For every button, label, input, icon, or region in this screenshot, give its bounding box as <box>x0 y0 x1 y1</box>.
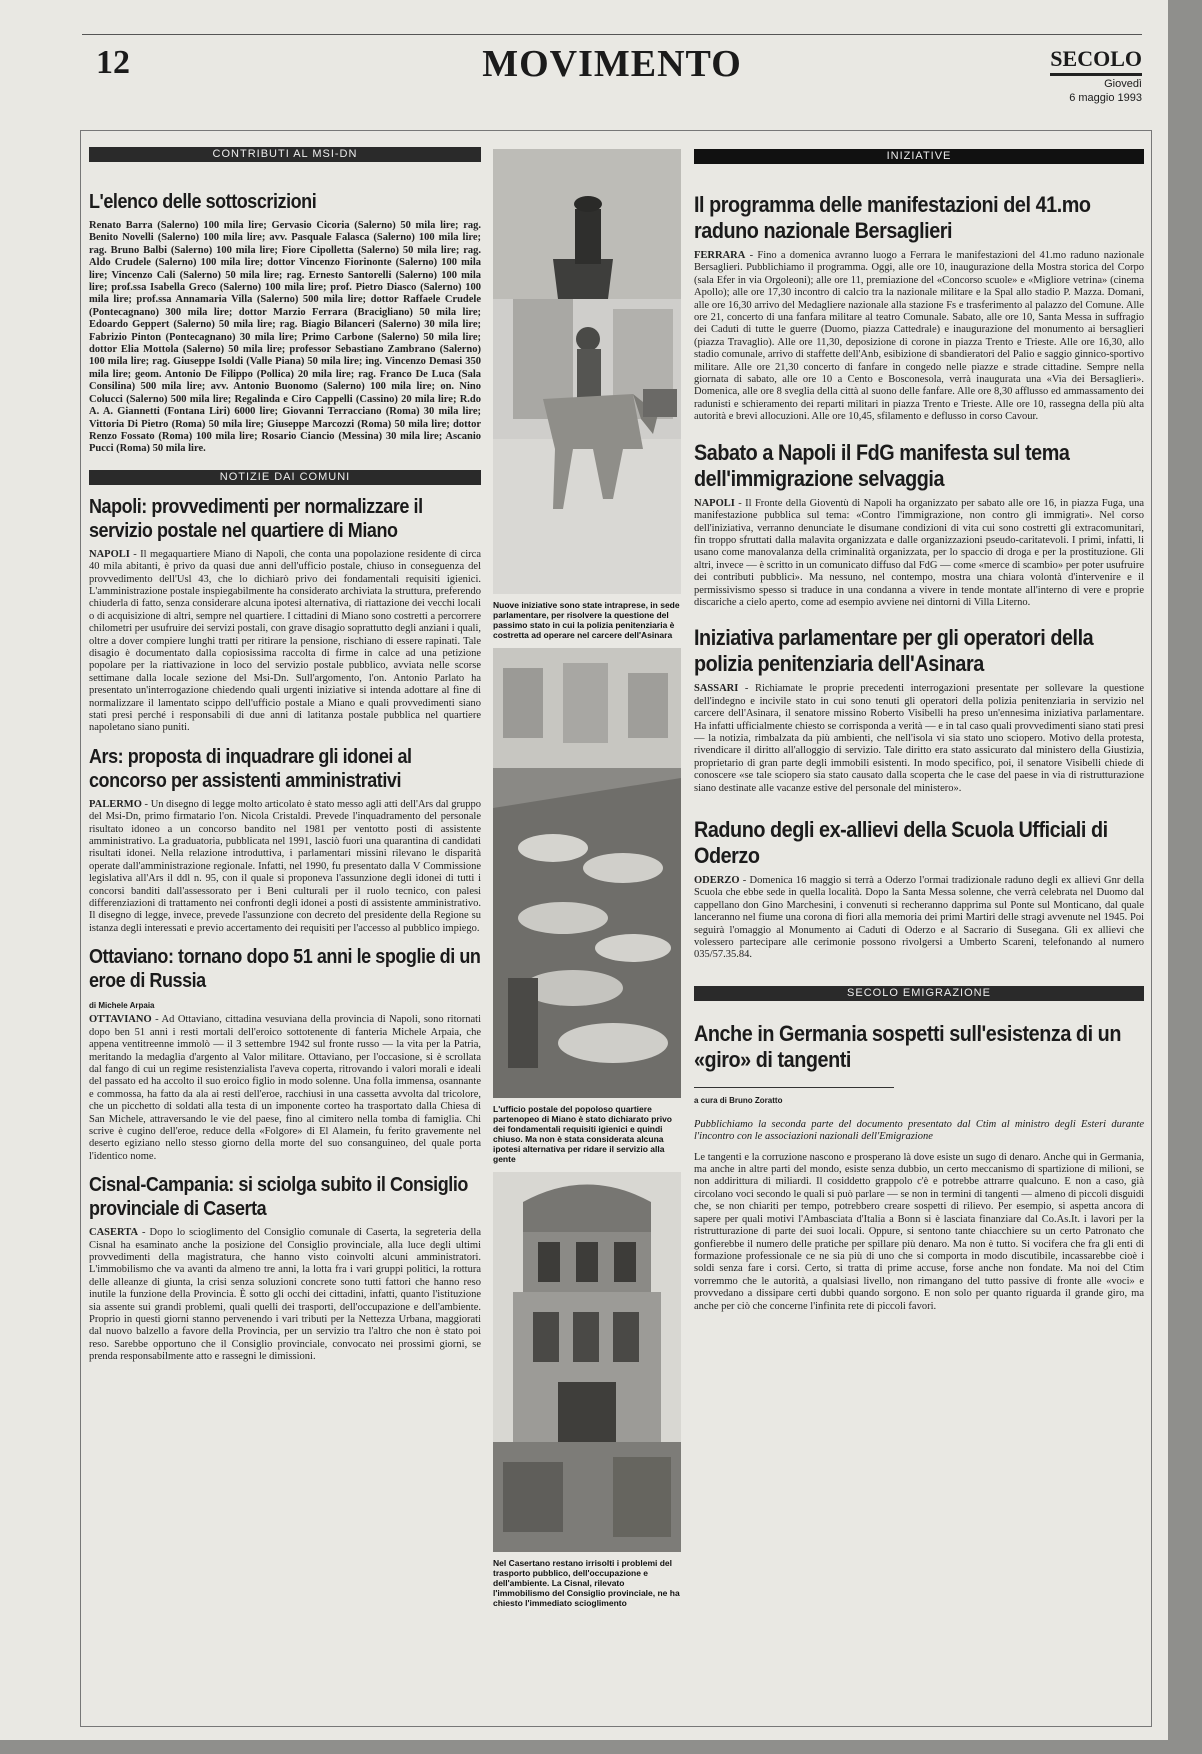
headline-oderzo: Raduno degli ex-allievi della Scuola Ufficiali di Oderzo <box>694 817 1108 868</box>
caption-miano: L'ufficio postale del popoloso quartiere partenopeo di Miano è stato dichiarato privo dei fondamentali requisiti igienici e quindi chiuso. Ma non è stata considerata alcuna ipotesi alternativa per ridare il servizio alla gente <box>493 1104 672 1164</box>
dateline-oderzo: ODERZO <box>694 875 740 886</box>
byline-ottaviano: di Michele Arpaia <box>89 1001 155 1011</box>
headline-germania: Anche in Germania sospetti sull'esistenza di un «giro» di tangenti <box>694 1020 1121 1072</box>
caption-asinara: Nuove iniziative sono state intraprese, in sede parlamentare, per risolvere la questione del passimo stato in cui la polizia penitenziaria è costretta ad operare nel carcere dell'Asinara <box>493 600 680 640</box>
caption-caserta: Nel Casertano restano irrisolti i problemi del trasporto pubblico, dell'occupazione e dell'ambiente. La Cisnal, rilevato l'immobilismo del Consiglio provinciale, ne ha chiesto l'immediato scioglimento <box>493 1558 680 1608</box>
header-rule <box>82 34 1142 35</box>
horseman-photo <box>493 149 681 594</box>
kicker-emigrazione: SECOLO EMIGRAZIONE <box>694 986 1144 1001</box>
text-fdg: - Il Fronte della Gioventù di Napoli ha organizzato per sabato alle ore 16, in piazza Fuga, una manifestazione pubblica sul tema: «Contro l'immigrazione, non contro gli immigrati». Nel corso dell'iniziativa, verranno denunciate le disumane condizioni di vita cui sono costretti gli extracomunitari, fin troppo sfruttati dalla malavita organizzata e dalle organizzazioni pseudo-caritatevoli. I primi, infatti, li usano come manovalanza della criminalità organizzata, per lo spaccio di droga e per la prostituzione. Gli altri, invece — è scritto in un comunicato diffuso dal FdG — come «merce di scambio» per poter usufruire dei contributi pubblici». Ma nessuno, nel contempo, mostra una chiara volontà d'intervenire e il permissivismo spesso si traduce in una condanna a vivere in tende montate all'interno di vere e proprie discariche a cielo aperto, come ad esempio avviene nei dintorni di Villa Literno. <box>694 497 1144 608</box>
content-frame <box>80 130 1152 1727</box>
date-full: 6 maggio 1993 <box>1069 92 1142 104</box>
masthead-title: SECOLO <box>1050 46 1142 71</box>
kicker-contributi: CONTRIBUTI AL MSI-DN <box>89 147 481 162</box>
kicker-comuni: NOTIZIE DAI COMUNI <box>89 470 481 485</box>
column-right <box>694 131 1144 1726</box>
dateline-caserta: CASERTA <box>89 1227 139 1239</box>
dateline-ottaviano: OTTAVIANO <box>89 1014 152 1026</box>
headline-asinara: Iniziativa parlamentare per gli operatori della polizia penitenziaria dell'Asinara <box>694 625 1094 677</box>
masthead <box>1050 46 1142 104</box>
page-number: 12 <box>96 44 130 81</box>
article-fdg <box>694 498 1144 610</box>
column-photos <box>493 131 681 1726</box>
text-cisnal: - Dopo lo scioglimento del Consiglio comunale di Caserta, la segreteria della Cisnal ha esaminato anche la posizione del Consiglio provinciale, alla luce degli ultimi provvedimenti della magistratura, che hanno visto coinvolti alcuni amministratori. L'immobilismo che va avanti da almeno tre anni, la lotta fra i vari gruppi politici, la rottura delle alleanze di giunta, la crisi senza soluzioni concrete sono tutti fattori che hanno reso inutile la funzione della Provincia. È sotto gli occhi dei cittadini, infatti, quanto l'istituzione sia assente sui grandi problemi, quali quelli dei trasporti, dell'occupazione e dell'ambiente. Proprio in questi giorni stanno pervenendo i vari tributi per la Nettezza Urbana, maggiorati dal nuovo balzello a favore della Provincia, per un servizio tra l'altro che non è stato poi reso. Sarebbe opportuno che il Consiglio provinciale, convocato nei prossimi giorni, se prenda responsabilmente atto e rassegni le dimissioni. <box>89 1227 481 1363</box>
post-office-photo <box>493 648 681 1098</box>
headline-ottaviano: Ottaviano: tornano dopo 51 anni le spoglie di un eroe di Russia <box>89 946 481 993</box>
dateline-sassari: SASSARI <box>694 683 739 695</box>
intro-germania: Pubblichiamo la seconda parte del documento presentato dal Ctim al ministro degli Esteri durante l'incontro con le associazioni nazionali dell'Emigrazione <box>694 1118 1144 1143</box>
headline-ars: Ars: proposta di inquadrare gli idonei al concorso per assistenti amministrativi <box>89 745 412 792</box>
post-office-illustration <box>493 648 681 1098</box>
text-ars: - Un disegno di legge molto articolato è stato messo agli atti dell'Ars dal gruppo del Msi-Dn, primo firmatario l'on. Nicola Cristaldi. Prevede l'inquadramento del personale risultato idoneo a un concorso bandito nel 1981 per ventotto posti di assistente amministrativo. La graduatoria, pubblicata nel 1991, lasciò fuori una quarantina di candidati risultati idonei. Nella relazione introduttiva, i parlamentari missini rilevano le disparità operate dall'amministrazione regionale. Infatti, nel 1990, fu presentato dalla V Commissione legislativa all'Ars il ddl n. 95, con il quale si proponeva l'assunzione degli idonei di tutti i concorsi banditi dall'assessorato per i Beni culturali per il ruolo tecnico, con palesi differenziazioni di trattamento nei confronti degli idonei a posti di assistente amministrativo. Il disegno di legge, invece, prevede l'assunzione con decreto del presidente della Regione su istanza degli interessati e previo accertamento dei requisiti per l'accesso al pubblico impiego. <box>89 798 481 934</box>
dateline-palermo: PALERMO <box>89 798 142 810</box>
article-asinara <box>694 683 1144 795</box>
section-title: MOVIMENTO <box>482 43 742 85</box>
masthead-bar <box>1050 73 1142 76</box>
article-cisnal <box>89 1227 481 1363</box>
article-germania: Le tangenti e la corruzione nascono e prosperano là dove esiste un sugo di denaro. Anche qui in Germania, ma anche in altre parti del mondo, esiste senza dubbio, un certo meccanismo di spartizione di milioni, se non addirittura di miliardi. Il cosiddetto grappolo c'è e potrebbe attrarre qualcuno. E non a caso, già circolano voci secondo le quali si può parlare — se non in termini di tangenti — almeno di piccoli disguidi che, se non chiariti per tempo, potrebbero creare sospetti di rilievo. Per esempio, si aspetta ancora di sapere per quali motivi l'Ambasciata d'Italia a Bonn si è lasciata finanziare dal Co.As.It. i lavori per la ristrutturazione di parte dei suoi locali. Oppure, si sentono tante chiacchiere su un certo Patronato che gonfierebbe il numero delle pratiche per spillare più denaro. Ma non è tutto. Si vocifera che fra gli enti di formazione professionale ce ne sia più di uno che si comporta in modo discutibile, incassarebbe cioè i soldi senza fare i corsi. Certo, si tratta di prime accuse, forse anche non fondate. Ma noi del Ctim vorremmo che le autorità, a qualsiasi livello, non rimangano del tutto passive di fronte alle «voci» e provvedano a dissipare certi dubbi quando sorgono. E non solo per quanto riguarda il grande giro, ma anche per ciò che concerne l'infinita rete di piccoli favori. <box>694 1151 1144 1312</box>
article-bersaglieri <box>694 250 1144 424</box>
text-bersaglieri: - Fino a domenica avranno luogo a Ferrara le manifestazioni del 41.mo raduno nazionale Bersaglieri. Pubblichiamo il programma. Oggi, alle ore 10, inaugurazione della Mostra storica del Corpo (sala Efer in via Orgoleoni); alle ore 11, premiazione del «Concorso scuole» e «Migliore vetrina» (cinema Apollo); alle ore 17,30 incontro di calcio tra la nazionale militare e la Spal allo stadio P. Mazza. Domani, alle ore 16,30 arrivo del Medagliere nazionale alla stazione Fs e trasferimento al palazzo del Comune. Alle ore 21, concerto di una fanfara militare al teatro Comunale. Sabato, alle ore 10, Santa Messa in suffragio dei Caduti di tutte le guerre (Duomo, piazza Cattedrale) e inaugurazione del monumento ai bersaglieri (piazza Travaglio). Alle ore 11,30, deposizione di corone in piazza Trento e Trieste. Alle ore 16,30, allo stadio comunale, arrivo di staffette dell'Anb, esibizione di sbandieratori del Palio e saggio ginnico-sportivo militare. Alle ore 21,30 concerto di fanfare in congedo nelle piazze e strade cittadine. Sempre nella giornata di sabato, alle ore 10 a Cento e Bosconesola, verrà inaugurata una «Via dei Bersaglieri». Domenica, alle ore 8 sveglia della città al suono delle fanfare. Alle ore 8,30 afflusso ed ammassamento dei radunisti e schieramento dei reparti militari in piazza Trento e Trieste. Alle ore 10, rassegna della più alta autorità e brevi allocuzioni. Alle ore 10,45, sfilamento e deflusso in corso Cavour. <box>694 250 1144 423</box>
kicker-iniziative: INIZIATIVE <box>694 149 1144 164</box>
text-asinara: - Richiamate le proprie precedenti interrogazioni presentate per sollevare la questione dell'indegno e incivile stato in cui sono tenuti gli operatori della polizia penitenziaria in servizio nel carcere dell'Asinara, il senatore missino Roberto Visibelli ha preso un'ennesima iniziativa parlamentare. Ha infatti ufficialmente chiesto se corrisponda a verità — e in tal caso quali provvedimenti siano stati presi — la notizia, rimbalzata da più ambienti, che nell'isola vi sia stato uno sciopero. Motivo della protesta, rivendicare il diritto all'alloggio di servizio. Tale diritto era stato assicurato dal ministero della Giustizia, proprietario di gran parte degli immobili esistenti. In modo specifico, poi, il senatore Visibelli chiede di conoscere «se tale sciopero sia stato causato dalla scoperta che le case del paese in via di ristrutturazione siano destinate alle vacanze estive del personale del ministero». <box>694 683 1144 794</box>
article-sottoscrizioni: Renato Barra (Salerno) 100 mila lire; Gervasio Cicoria (Salerno) 50 mila lire; rag. Benito Novelli (Salerno) 100 mila lire; avv. Pasquale Falasca (Salerno) 100 mila lire; rag. Bruno Balbi (Salerno) 100 mila lire; Fiore Cipolletta (Salerno) 50 mila lire; rag. Aldo Crudele (Salerno) 100 mila lire; dottor Vincenzo Fiorinonte (Salerno) 100 mila lire; Vincenzo Cali (Salerno) 50 mila lire; rag. Ernesto Santorelli (Salerno) 100 mila lire; prof.ssa Isabella Greco (Salerno) 100 mila lire; prof. Pietro Diasco (Salerno) 100 mila lire; prof.ssa Annamaria Villa (Salerno) 500 mila lire; dottor Raffaele Crudele (Pontecagnano) 300 mila lire; dottor Marzio Ferrara (Bracigliano) 50 mila lire; Edoardo Geppert (Salerno) 50 mila lire; rag. Biagio Bilanceri (Salerno) 30 mila lire; Fabrizio Pinton (Pontecagnano) 30 mila lire; Primo Carbone (Salerno) 50 mila lire; dottor Elia Mottola (Salerno) 50 mila lire; professor Sebastiano Zambrano (Salerno) 100 mila lire; rag. Giuseppe Isoldi (Valle Piana) 50 mila lire; ing. Vincenzo Demasi 350 mila lire; geom. Antonio De Filippo (Pollica) 20 mila lire; rag. Franco De Luca (Sala Consilina) 500 mila lire; avv. Antonio Buonomo (Salerno) 100 mila lire; on. Nino Colucci (Salerno) 500 mila lire; Regalinda e Ciro Cappelli (Cassino) 20 mila lire; R.do A. A. Giannetti (Fontana Liri) 6000 lire; Giovanni Terracciano (Roma) 30 mila lire; Vittoria Di Pietro (Roma) 50 mila lire; Giuseppe Marcozzi (Roma) 50 mila lire; dottor Renzo Fossato (Roma) 100 mila lire; Rosario Ciancio (Messina) 30 mila lire; Ascanio Pucci (Roma) 50 mila lire. <box>89 220 481 455</box>
dateline-napoli: NAPOLI <box>89 548 130 560</box>
headline-bersaglieri: Il programma delle manifestazioni del 41.mo raduno nazionale Bersaglieri <box>694 192 1091 243</box>
caserta-tower-photo <box>493 1172 681 1552</box>
article-ars <box>89 799 481 935</box>
headline-cisnal: Cisnal-Campania: si sciolga subito il Consiglio provinciale di Caserta <box>89 1174 468 1221</box>
date-weekday: Giovedì <box>1104 78 1142 90</box>
headline-sottoscrizioni: L'elenco delle sottoscrizioni <box>89 191 317 213</box>
page-header <box>82 34 1142 104</box>
article-ottaviano <box>89 1014 481 1163</box>
text-napoli: - Il megaquartiere Miano di Napoli, che conta una popolazione residente di circa 40 mila abitanti, è privo da quasi due anni dell'ufficio postale, chiuso in conseguenza del provvedimento dell'Usl 43, che lo dichiarò privo dei fondamentali requisiti igienici. L'amministrazione postale inspiegabilmente ha considerato archiviata la struttura, preferendo chiuderla di fatto, senza considerare alcuna ipotesi alternativa, di riattazione dei vecchi locali o di acquisizione di altri, sempre nel quartiere. I cittadini di Miano sono costretti a percorrere chilometri per usufruire dei servizi postali, con grave disagio soprattutto degli anziani i quali, oltre a dover compiere lunghi tratti per ritirare la pensione, rischiano di essere rapinati. Tale disagio è documentato dalla copiosissima raccolta di firme in calce ad una petizione popolare per la riattivazione in loco del servizio postale pubblico, avviata nelle scorse settimane dalla locale sezione del Msi-Dn. Sull'argomento, l'on. Antonio Parlato ha presentato un'interrogazione chiedendo quali urgenti iniziative si intenda adottare al fine di normalizzare il lamentato scippo dell'ufficio postale a Miano e quali provvedimenti siano stati presi perché i responsabili di due anni di latitanza postale pubblica nel quartiere napoletano siano puniti. <box>89 548 481 734</box>
column-left <box>89 131 481 1726</box>
headline-napoli: Napoli: provvedimenti per normalizzare il servizio postale nel quartiere di Miano <box>89 495 423 542</box>
article-napoli <box>89 549 481 735</box>
text-ottaviano: - Ad Ottaviano, cittadina vesuviana della provincia di Napoli, sono ritornati dopo ben 51 anni i resti mortali dell'eroico sottotenente di fanteria Michele Arpaia, che appena ventitreenne immolò — il 3 settembre 1942 sul fronte russo — la vita per la Patria, meritando la medaglia d'argento al Valor militare. Ottaviano, per l'occasione, si è scrollata dal fango di cui un regime resistenzialista l'aveva coperta, ritrovando i valori morali e ideali del passato ed ha accolto il suo eroico figlio in modo solenne. Una folla immensa, osannante e commossa, ha fatto da ala ai resti dell'eroe, racchiusi in una cassetta avvolta dal tricolore, che un picchetto di soldati alla testa di un imponente corteo ha trasportato dalla Chiesa di San Michele, attraversando le vie del paese, fino al cimitero nella tomba di famiglia. Chi scrive è cugino dell'eroe, reduce della «Folgore» di El Alamein, fu ferito gravemente nel deserto egiziano nello stesso giorno della morte del suo consanguineo, del quale porta l'identico nome. <box>89 1014 481 1162</box>
byline-germania: a cura di Bruno Zoratto <box>694 1095 783 1105</box>
horseman-illustration <box>493 149 681 594</box>
article-oderzo <box>694 875 1144 962</box>
dateline-ferrara: FERRARA <box>694 250 746 261</box>
dateline-napoli-fdg: NAPOLI <box>694 497 735 509</box>
caserta-tower-illustration <box>493 1172 681 1552</box>
byline-rule <box>694 1087 894 1088</box>
headline-fdg: Sabato a Napoli il FdG manifesta sul tema dell'immigrazione selvaggia <box>694 439 1070 491</box>
text-oderzo: - Domenica 16 maggio si terrà a Oderzo l'ormai tradizionale raduno degli ex allievi Gnr della Scuola che ebbe sede in quella località. Dopo la Santa Messa solenne, che verrà celebrata nel Duomo dal cappellano don Gino Marchesini, i convenuti si recheranno dapprima sul Ponte sul Monticano, dal quale lanceranno nel fiume una corona di fiori alla memoria dei primi Martiri delle stragi avvenute nel 1945. Poi seguirà l'omaggio al Monumento ai Caduti di Oderzo e al Sacrario di Susegana. Gli ex allievi che volessero partecipare alle cerimonie possono rivolgersi a Umberto Scareni, telefonando al numero 035/57.35.84. <box>694 875 1144 961</box>
